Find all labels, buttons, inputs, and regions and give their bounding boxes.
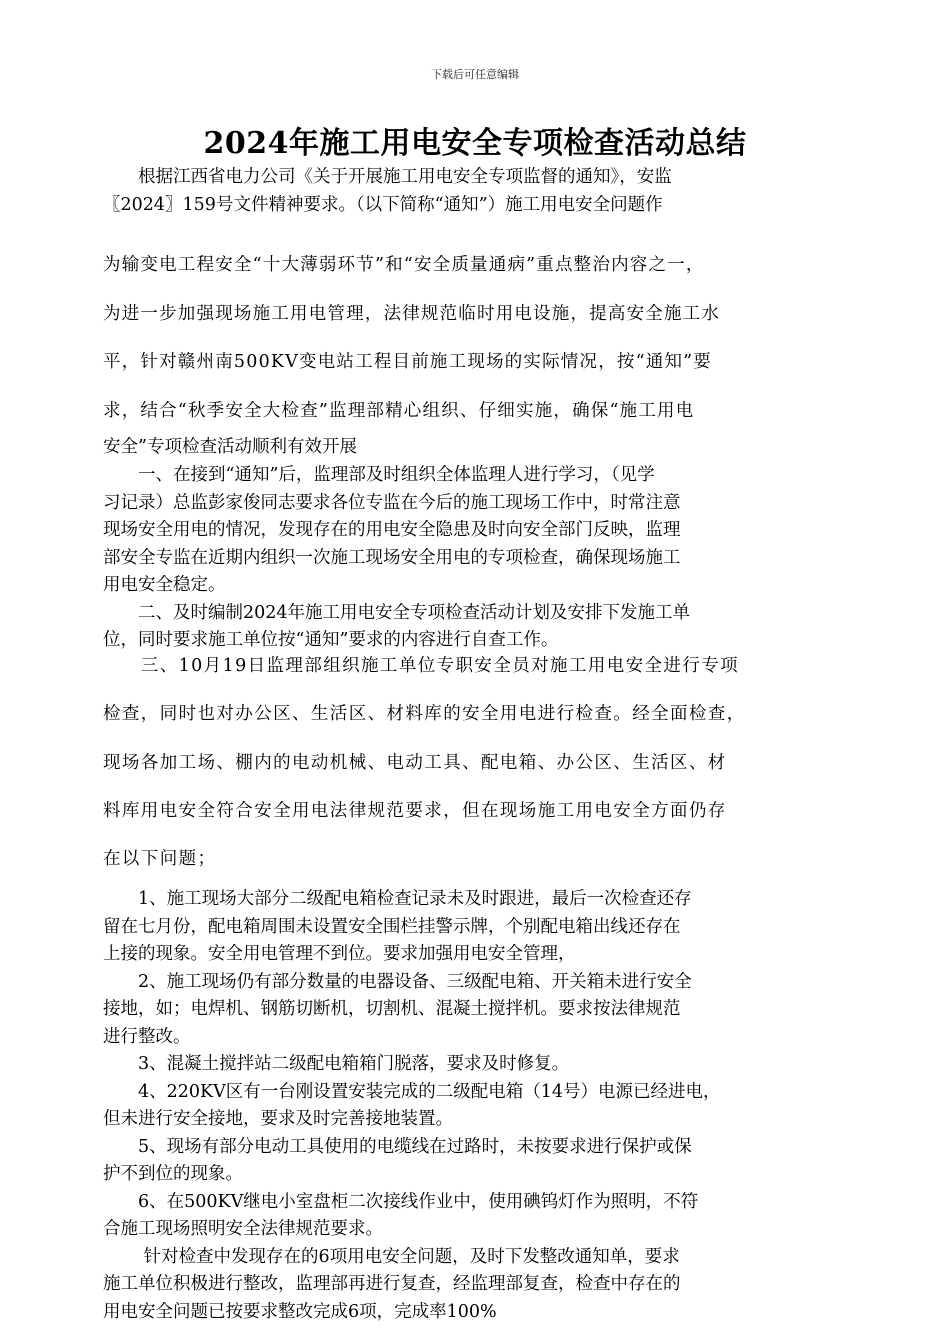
list-item: 5、现场有部分电动工具使用的电缆线在过路时，未按要求进行保护或保 — [103, 1136, 692, 1157]
text-line: 为输变电工程安全“十大薄弱环节”和“安全质量通病”重点整治内容之一， — [103, 255, 705, 275]
text-line: 二、及时编制2024年施工用电安全专项检查活动计划及安排下发施工单 — [103, 602, 691, 623]
text-line: 三、10月19日监理部组织施工单位专职安全员对施工用电安全进行专项 — [103, 656, 740, 676]
text-line: 一、在接到“通知”后，监理部及时组织全体监理人进行学习，（见学 — [103, 465, 655, 485]
text-line: 为进一步加强现场施工用电管理，法律规范临时用电设施，提高安全施工水 — [103, 303, 721, 324]
text-line: 但未进行安全接地，要求及时完善接地装置。 — [103, 1109, 453, 1129]
text-line: 用电安全稳定。 — [103, 575, 226, 595]
text-line: 安全”专项检查活动顺利有效开展 — [103, 437, 357, 457]
text-line: 根据江西省电力公司《关于开展施工用电安全专项监督的通知》，安监 — [103, 167, 672, 187]
text-line: 合施工现场照明安全法律规范要求。 — [103, 1219, 383, 1239]
intro-paragraph-end — [103, 434, 853, 462]
text-line: 料库用电安全符合安全用电法律规范要求，但在现场施工用电安全方面仍存 — [103, 800, 727, 821]
text-line: 护不到位的现象。 — [103, 1164, 243, 1184]
text-line: 平，针对赣州南500KV变电站工程目前施工现场的实际情况，按“通知”要 — [103, 352, 713, 372]
text-line: 部安全专监在近期内组织一次施工现场安全用电的专项检查，确保现场施工 — [103, 547, 681, 568]
list-item: 2、施工现场仍有部分数量的电器设备、三级配电箱、开关箱未进行安全 — [103, 971, 692, 992]
text-line: 位，同时要求施工单位按“通知”要求的内容进行自查工作。 — [103, 630, 559, 650]
text-line: 进行整改。 — [103, 1026, 191, 1047]
text-line: 现场安全用电的情况，发现存在的用电安全隐患及时向安全部门反映，监理 — [103, 520, 681, 540]
text-line: 求，结合“秋季安全大检查”监理部精心组织、仔细实施，确保“施工用电 — [103, 400, 695, 421]
text-line: 现场各加工场、棚内的电动机械、电动工具、配电箱、办公区、生活区、材 — [103, 752, 727, 773]
list-item: 4、220KV区有一台刚设置安装完成的二级配电箱（14号）电源已经进电， — [103, 1081, 721, 1102]
text-line: 〖2024〗159号文件精神要求。（以下简称“通知”）施工用电安全问题作 — [103, 194, 663, 215]
section-three — [103, 642, 853, 883]
list-item: 1、施工现场大部分二级配电箱检查记录未及时跟进，最后一次检查还存 — [103, 889, 692, 909]
text-line: 接地，如；电焊机、钢筋切断机，切割机、混凝土搅拌机。要求按法律规范 — [103, 999, 681, 1019]
intro-paragraph-start — [103, 164, 853, 219]
text-line: 施工单位积极进行整改，监理部再进行复查，经监理部复查，检查中存在的 — [103, 1274, 681, 1294]
text-line: 检查，同时也对办公区、生活区、材料库的安全用电进行检查。经全面检查， — [103, 704, 746, 725]
conclusion-line: 针对检查中发现存在的6项用电安全问题，及时下发整改通知单，要求 — [103, 1246, 680, 1267]
document-title: 2024年施工用电安全专项检查活动总结 — [203, 126, 747, 161]
section-one-two — [103, 462, 853, 655]
text-line: 用电安全问题已按要求整改完成6项，完成率100% — [103, 1301, 497, 1322]
list-item: 3、混凝土搅拌站二级配电箱箱门脱落，要求及时修复。 — [103, 1054, 570, 1074]
list-item: 6、在500KV继电小室盘柜二次接线作业中，使用碘钨灯作为照明，不符 — [103, 1191, 699, 1212]
issues-list — [103, 886, 853, 1326]
text-line: 上接的现象。安全用电管理不到位。要求加强用电安全管理， — [103, 944, 576, 964]
text-line: 留在七月份，配电箱周围未设置安全围栏挂警示牌，个别配电箱出线还存在 — [103, 916, 681, 937]
text-line: 在以下问题； — [103, 849, 217, 870]
header-note: 下载后可任意编辑 — [431, 68, 519, 81]
text-line: 习记录）总监彭家俊同志要求各位专监在今后的施工现场工作中，时常注意 — [103, 492, 681, 513]
intro-paragraph-body — [103, 241, 853, 435]
